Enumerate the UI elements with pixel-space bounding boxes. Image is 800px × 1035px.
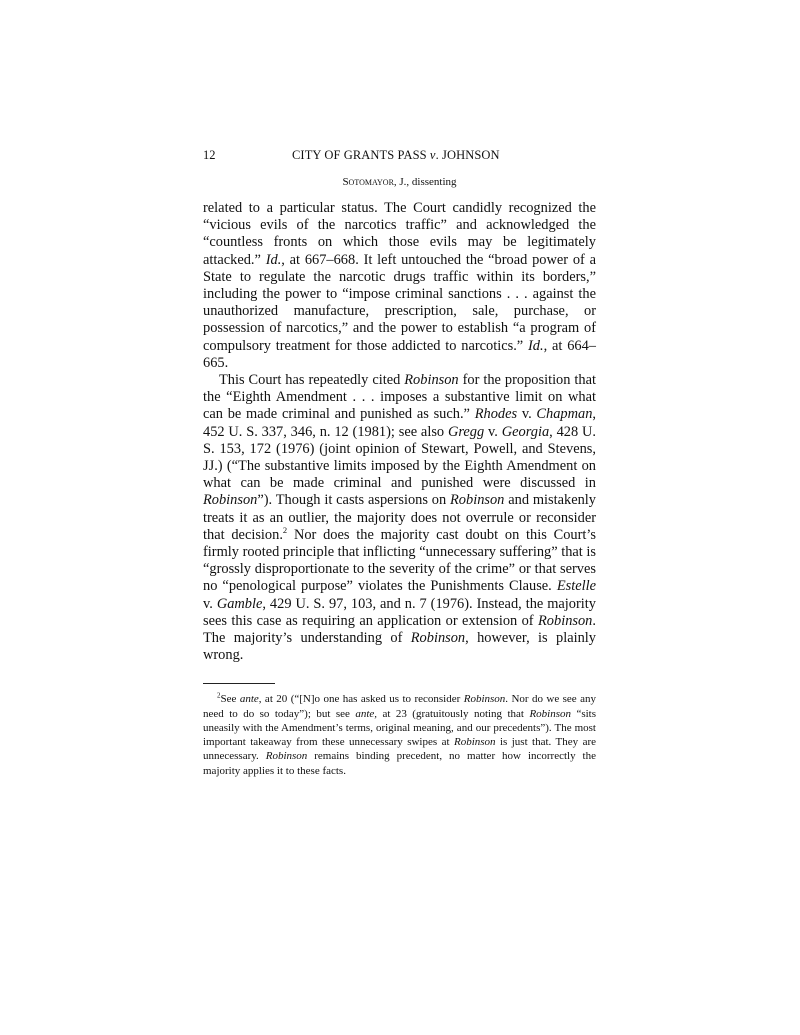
case-name: Estelle — [556, 578, 596, 595]
case-name: Robinson — [529, 707, 571, 720]
text-run: Nor does the majority cast doubt on this Court’s firmly rooted principle that inflicting “unnecessary suffering” that is “grossly disproportionate to the severity of the crime” or that serves no “penological purpose” violates the Punishments Clause. — [203, 526, 596, 595]
text-run: at 23 (gratuitously noting that — [377, 707, 530, 720]
running-head — [203, 148, 596, 168]
case-name: Chapman — [536, 406, 593, 423]
citation-id: Id. — [265, 251, 282, 268]
text-run: , 452 U. S. 337, 346, n. 12 (1981); see also — [203, 406, 596, 440]
opinion-page — [203, 148, 596, 778]
footnote-2 — [203, 692, 596, 777]
author-suffix: , J., dissenting — [393, 176, 457, 188]
text-run: , at 20 (“[N]o one has asked us to reconsider — [258, 693, 464, 706]
text-run: “sits uneasily with the Amendment’s terms, original meaning, and our precedents”). The most important takeaway from these unnecessary swipes at — [203, 707, 596, 749]
case-name: Gregg — [447, 423, 485, 440]
case-name: Robinson — [450, 492, 505, 509]
text-run: related to a particular status. The Court candidly recognized the “vicious evils of the narcotics traffic” and acknowledged the “countless fronts on which those evils may be legitimately attacked.” — [203, 200, 596, 268]
footnote-divider — [203, 683, 275, 684]
case-name: Robinson — [404, 372, 459, 389]
citation-ante: ante, — [355, 707, 378, 720]
footnote-mark: 2 — [217, 691, 221, 700]
text-run: , at 664–665. — [203, 337, 596, 371]
text-run: v. — [484, 423, 502, 440]
text-run: See — [220, 693, 240, 706]
citation-ante: ante — [239, 693, 259, 706]
text-run: is just that. They are unnecessary. — [203, 736, 597, 763]
case-title — [292, 148, 500, 163]
footnote-reference[interactable]: 2 — [282, 525, 288, 536]
case-name: Robinson — [453, 736, 496, 749]
author-line — [203, 176, 596, 188]
case-name: Robinson — [410, 630, 466, 647]
text-run: . Nor do we see any need to do so today”); but see — [203, 693, 596, 720]
case-name: Robinson — [203, 492, 258, 509]
page-number: 12 — [203, 148, 216, 162]
text-run: v. — [203, 595, 217, 612]
opinion-body — [203, 200, 596, 664]
case-title-versus: v — [429, 148, 436, 162]
citation-id: Id. — [528, 337, 544, 354]
paragraph-1 — [203, 200, 596, 372]
text-run: , at 667–668. It left untouched the “broad power of a State to regulate the narcotic drugs traffic within its borders,” including the power to “impose criminal sanctions . . . against the unauthorized manufacture, prescription, sale, purchase, or possession of narcotics,” and the power to establish “a program of compulsory treatment for those addicted to narcotics.” — [203, 251, 596, 354]
text-run: for the proposition that the “Eighth Amendment . . . imposes a substantive limit on what can be made criminal and punished as such.” — [203, 372, 596, 423]
case-name: Georgia — [501, 423, 550, 440]
text-run: ”). Though it casts aspersions on — [257, 492, 451, 509]
case-name: Robinson — [538, 612, 593, 629]
text-run: v. — [517, 406, 537, 423]
text-run: and mistakenly treats it as an outlier, the majority does not overrule or reconsider that decision. — [203, 492, 596, 543]
text-run: This Court has repeatedly cited — [219, 372, 405, 389]
paragraph-2 — [203, 372, 596, 664]
text-run: , however, is plainly wrong. — [203, 630, 597, 664]
case-name: Gamble — [216, 595, 263, 612]
text-run: . The majority’s understanding of — [203, 612, 596, 647]
case-name: Robinson — [265, 750, 308, 763]
text-run: remains binding precedent, no matter how incorrectly the majority applies it to these facts. — [203, 750, 596, 777]
case-title-part1: CITY OF GRANTS PASS — [292, 148, 430, 162]
text-run: , 428 U. S. 153, 172 (1976) (joint opinion of Stewart, Powell, and Stevens, JJ.) (“The substantive limits imposed by the Eighth Amendment on what can be made criminal and punished were discussed in — [203, 423, 597, 492]
case-title-part2: . JOHNSON — [435, 148, 500, 162]
case-name: Rhodes — [474, 406, 518, 423]
case-name: Robinson — [463, 693, 506, 706]
text-run: , 429 U. S. 97, 103, and n. 7 (1976). Instead, the majority sees this case as requiring an application or extension of — [203, 595, 596, 629]
author-name: Sotomayor — [342, 176, 394, 188]
